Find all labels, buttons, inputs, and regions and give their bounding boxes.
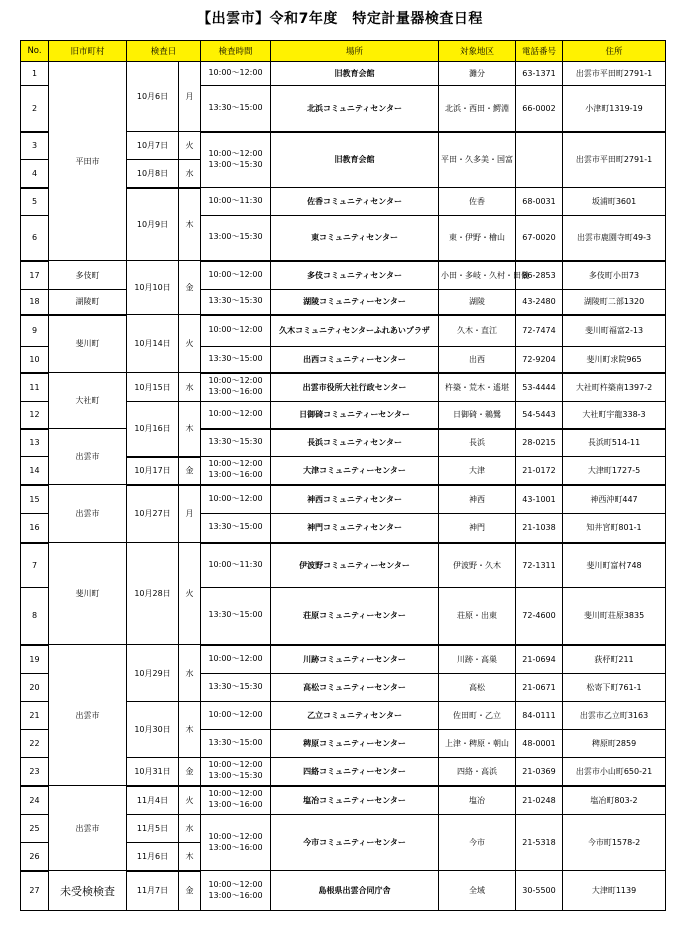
area-cell: 全域 xyxy=(439,871,516,911)
header-phone: 電話番号 xyxy=(516,41,563,62)
area-cell: 今市 xyxy=(439,815,516,871)
phone-cell: 72-1311 xyxy=(516,543,563,588)
place-cell: 多伎コミュニティセンター xyxy=(271,261,439,290)
phone-cell: 48-0001 xyxy=(516,730,563,758)
place-cell: 長浜コミュニティセンター xyxy=(271,429,439,457)
row-no: 11 xyxy=(21,373,49,402)
time-am: 10:00～12:00 xyxy=(208,760,263,770)
date-cell: 10月14日 xyxy=(127,315,179,373)
place-cell: 神西コミュニティセンター xyxy=(271,485,439,514)
table-row xyxy=(21,261,666,290)
area-cell: 杵築・荒木・遙堪 xyxy=(439,373,516,402)
date-cell: 11月4日 xyxy=(127,786,179,815)
area-cell: 大津 xyxy=(439,457,516,485)
place-cell: 大津コミュニティーセンター xyxy=(271,457,439,485)
time-cell: 10:00～12:00 xyxy=(201,485,271,514)
time-cell: 13:30～15:00 xyxy=(201,347,271,373)
time-am: 10:00～12:00 xyxy=(208,376,263,386)
phone-cell: 72-9204 xyxy=(516,347,563,373)
date-cell: 10月15日 xyxy=(127,373,179,402)
address-cell: 大津町1139 xyxy=(563,871,666,911)
header-row xyxy=(21,41,666,62)
phone-cell: 72-7474 xyxy=(516,315,563,347)
place-cell: 北浜コミュニティセンター xyxy=(271,86,439,132)
table-row xyxy=(21,645,666,674)
place-cell: 東コミュニティセンター xyxy=(271,216,439,261)
time-pm: 13:00～16:00 xyxy=(208,470,263,480)
date-cell: 10月7日 xyxy=(127,132,179,160)
time-am: 10:00～12:00 xyxy=(208,459,263,469)
date-cell: 10月28日 xyxy=(127,543,179,645)
dow-cell: 水 xyxy=(179,373,201,402)
row-no: 25 xyxy=(21,815,49,843)
place-cell: 出雲市役所大社行政センター xyxy=(271,373,439,402)
table-row xyxy=(21,871,666,911)
row-no: 21 xyxy=(21,702,49,730)
time-cell xyxy=(201,457,271,485)
address-cell: 斐川町福富2-13 xyxy=(563,315,666,347)
time-pm: 13:00～16:00 xyxy=(208,890,263,900)
dow-cell: 金 xyxy=(179,758,201,786)
area-cell: 神門 xyxy=(439,514,516,543)
table-row xyxy=(21,429,666,457)
municipality-cell: 出雲市 xyxy=(49,786,127,871)
place-cell: 出西コミュニティーセンター xyxy=(271,347,439,373)
row-no: 16 xyxy=(21,514,49,543)
row-no: 19 xyxy=(21,645,49,674)
time-cell: 13:30～15:00 xyxy=(201,730,271,758)
phone-cell: 43-1001 xyxy=(516,485,563,514)
municipality-cell: 斐川町 xyxy=(49,543,127,645)
municipality-cell: 出雲市 xyxy=(49,485,127,543)
date-cell: 10月31日 xyxy=(127,758,179,786)
area-cell: 川跡・高巣 xyxy=(439,645,516,674)
time-am: 10:00～12:00 xyxy=(208,789,263,799)
municipality-cell: 大社町 xyxy=(49,373,127,429)
date-cell: 10月30日 xyxy=(127,702,179,758)
table-row xyxy=(21,62,666,86)
time-cell: 13:30～15:00 xyxy=(201,514,271,543)
time-cell: 13:00～15:30 xyxy=(201,216,271,261)
time-cell: 10:00～12:00 xyxy=(201,261,271,290)
place-cell: 旧教育会館 xyxy=(271,62,439,86)
row-no: 27 xyxy=(21,871,49,911)
phone-cell: 21-5318 xyxy=(516,815,563,871)
phone-cell: 21-0369 xyxy=(516,758,563,786)
header-area: 対象地区 xyxy=(439,41,516,62)
address-cell: 斐川町求院965 xyxy=(563,347,666,373)
area-cell: 四絡・高浜 xyxy=(439,758,516,786)
address-cell: 塩冶町803-2 xyxy=(563,786,666,815)
time-pm: 13:00～15:30 xyxy=(208,771,263,781)
row-no: 6 xyxy=(21,216,49,261)
time-am: 10:00～12:00 xyxy=(208,831,263,841)
time-cell: 10:00～12:00 xyxy=(201,702,271,730)
dow-cell: 金 xyxy=(179,871,201,911)
dow-cell: 木 xyxy=(179,402,201,457)
date-cell: 10月27日 xyxy=(127,485,179,543)
dow-cell: 火 xyxy=(179,315,201,373)
time-pm: 13:00～16:00 xyxy=(208,800,263,810)
row-no: 20 xyxy=(21,674,49,702)
row-no: 14 xyxy=(21,457,49,485)
table-row xyxy=(21,373,666,402)
dow-cell: 火 xyxy=(179,132,201,160)
table-row xyxy=(21,485,666,514)
area-cell: 東・伊野・檜山 xyxy=(439,216,516,261)
municipality-cell: 出雲市 xyxy=(49,645,127,786)
address-cell: 出雲市平田町2791-1 xyxy=(563,62,666,86)
date-cell: 11月6日 xyxy=(127,843,179,871)
phone-cell: 21-0671 xyxy=(516,674,563,702)
date-cell: 10月29日 xyxy=(127,645,179,702)
header-time: 検査時間 xyxy=(201,41,271,62)
phone-cell: 21-0694 xyxy=(516,645,563,674)
dow-cell: 木 xyxy=(179,702,201,758)
row-no: 26 xyxy=(21,843,49,871)
time-cell xyxy=(201,871,271,911)
date-cell: 10月8日 xyxy=(127,160,179,188)
date-cell: 10月16日 xyxy=(127,402,179,457)
municipality-cell: 未受検検査 xyxy=(49,871,127,911)
row-no: 13 xyxy=(21,429,49,457)
phone-cell: 30-5500 xyxy=(516,871,563,911)
date-cell: 11月7日 xyxy=(127,871,179,911)
time-pm: 13:00～16:00 xyxy=(208,387,263,397)
address-cell: 松寄下町761-1 xyxy=(563,674,666,702)
row-no: 10 xyxy=(21,347,49,373)
dow-cell: 月 xyxy=(179,62,201,132)
area-cell: 伊波野・久木 xyxy=(439,543,516,588)
time-cell: 13:30～15:30 xyxy=(201,674,271,702)
address-cell: 出雲市鹿園寺町49-3 xyxy=(563,216,666,261)
area-cell: 佐田町・乙立 xyxy=(439,702,516,730)
row-no: 23 xyxy=(21,758,49,786)
time-cell: 10:00～12:00 xyxy=(201,402,271,429)
area-cell: 出西 xyxy=(439,347,516,373)
row-no: 8 xyxy=(21,588,49,645)
row-no: 15 xyxy=(21,485,49,514)
address-cell: 出雲市小山町650-21 xyxy=(563,758,666,786)
time-cell: 10:00～12:00 xyxy=(201,645,271,674)
area-cell: 高松 xyxy=(439,674,516,702)
phone-cell: 21-0172 xyxy=(516,457,563,485)
place-cell: 荘原コミュニティーセンター xyxy=(271,588,439,645)
address-cell: 出雲市平田町2791-1 xyxy=(563,132,666,188)
time-cell xyxy=(201,132,271,188)
place-cell: 乙立コミュニティセンター xyxy=(271,702,439,730)
address-cell: 知井宮町801-1 xyxy=(563,514,666,543)
page-title: 【出雲市】令和7年度 特定計量器検査日程 xyxy=(197,11,483,27)
place-cell: 塩冶コミュニティーセンター xyxy=(271,786,439,815)
area-cell: 上津・稗原・朝山 xyxy=(439,730,516,758)
header-address: 住所 xyxy=(563,41,666,62)
row-no: 12 xyxy=(21,402,49,429)
phone-cell: 66-0002 xyxy=(516,86,563,132)
time-cell xyxy=(201,373,271,402)
time-cell xyxy=(201,815,271,871)
area-cell: 神西 xyxy=(439,485,516,514)
address-cell: 出雲市乙立町3163 xyxy=(563,702,666,730)
address-cell: 大社町杵築南1397-2 xyxy=(563,373,666,402)
time-cell: 13:30～15:30 xyxy=(201,429,271,457)
phone-cell: 43-2480 xyxy=(516,290,563,315)
place-cell: 佐香コミュニティセンター xyxy=(271,188,439,216)
phone-cell: 63-1371 xyxy=(516,62,563,86)
time-am: 10:00～12:00 xyxy=(208,148,263,158)
place-cell: 伊波野コミュニティーセンター xyxy=(271,543,439,588)
place-cell: 神門コミュニティセンター xyxy=(271,514,439,543)
phone-cell: 28-0215 xyxy=(516,429,563,457)
time-cell: 10:00～11:30 xyxy=(201,188,271,216)
time-cell: 13:30～15:30 xyxy=(201,290,271,315)
dow-cell: 月 xyxy=(179,485,201,543)
address-cell: 斐川町荘原3835 xyxy=(563,588,666,645)
address-cell: 多伎町小田73 xyxy=(563,261,666,290)
place-cell: 稗原コミュニティーセンター xyxy=(271,730,439,758)
table-row xyxy=(21,543,666,588)
place-cell: 島根県出雲合同庁舎 xyxy=(271,871,439,911)
header-no: No. xyxy=(21,41,49,62)
area-cell: 灘分 xyxy=(439,62,516,86)
address-cell: 荻杼町211 xyxy=(563,645,666,674)
dow-cell: 火 xyxy=(179,786,201,815)
address-cell: 斐川町富村748 xyxy=(563,543,666,588)
municipality-cell: 多伎町 xyxy=(49,261,127,290)
time-pm: 13:00～15:30 xyxy=(208,159,263,169)
dow-cell: 火 xyxy=(179,543,201,645)
phone-cell: 86-2853 xyxy=(516,261,563,290)
row-no: 9 xyxy=(21,315,49,347)
area-cell: 長浜 xyxy=(439,429,516,457)
schedule-table xyxy=(20,40,666,911)
address-cell: 大社町宇龍338-3 xyxy=(563,402,666,429)
date-cell: 11月5日 xyxy=(127,815,179,843)
municipality-cell: 湖陵町 xyxy=(49,290,127,315)
area-cell: 平田・久多美・国富 xyxy=(439,132,516,188)
place-cell: 旧教育会館 xyxy=(271,132,439,188)
address-cell: 今市町1578-2 xyxy=(563,815,666,871)
row-no: 17 xyxy=(21,261,49,290)
time-cell: 13:30～15:00 xyxy=(201,86,271,132)
area-cell: 塩冶 xyxy=(439,786,516,815)
phone-cell: 21-0248 xyxy=(516,786,563,815)
date-cell: 10月10日 xyxy=(127,261,179,315)
row-no: 18 xyxy=(21,290,49,315)
row-no: 5 xyxy=(21,188,49,216)
table-row xyxy=(21,786,666,815)
date-cell: 10月17日 xyxy=(127,457,179,485)
address-cell: 小津町1319-19 xyxy=(563,86,666,132)
phone-cell: 54-5443 xyxy=(516,402,563,429)
dow-cell: 木 xyxy=(179,843,201,871)
time-cell xyxy=(201,786,271,815)
address-cell: 神西沖町447 xyxy=(563,485,666,514)
area-cell: 湖陵 xyxy=(439,290,516,315)
dow-cell: 金 xyxy=(179,457,201,485)
address-cell: 稗原町2859 xyxy=(563,730,666,758)
area-cell: 久木・直江 xyxy=(439,315,516,347)
row-no: 4 xyxy=(21,160,49,188)
area-cell: 小田・多岐・久村・田儀 xyxy=(439,261,516,290)
address-cell: 長浜町514-11 xyxy=(563,429,666,457)
date-cell: 10月6日 xyxy=(127,62,179,132)
phone-cell: 21-1038 xyxy=(516,514,563,543)
phone-cell: 53-4444 xyxy=(516,373,563,402)
time-cell: 10:00～12:00 xyxy=(201,62,271,86)
table-row xyxy=(21,315,666,347)
place-cell: 今市コミュニティーセンター xyxy=(271,815,439,871)
dow-cell: 水 xyxy=(179,815,201,843)
header-place: 場所 xyxy=(271,41,439,62)
dow-cell: 金 xyxy=(179,261,201,315)
phone-cell: 84-0111 xyxy=(516,702,563,730)
area-cell: 北浜・西田・鰐淵 xyxy=(439,86,516,132)
place-cell: 四絡コミュニティーセンター xyxy=(271,758,439,786)
row-no: 2 xyxy=(21,86,49,132)
area-cell: 日御碕・鵜鷺 xyxy=(439,402,516,429)
row-no: 22 xyxy=(21,730,49,758)
dow-cell: 木 xyxy=(179,188,201,261)
phone-cell: 67-0020 xyxy=(516,216,563,261)
place-cell: 高松コミュニティーセンター xyxy=(271,674,439,702)
place-cell: 久木コミュニティセンターふれあいプラザ xyxy=(271,315,439,347)
dow-cell: 水 xyxy=(179,645,201,702)
header-municipality: 旧市町村 xyxy=(49,41,127,62)
time-pm: 13:00～16:00 xyxy=(208,842,263,852)
place-cell: 川跡コミュニティーセンター xyxy=(271,645,439,674)
place-cell: 湖陵コミュニティーセンター xyxy=(271,290,439,315)
row-no: 7 xyxy=(21,543,49,588)
time-cell: 13:30～15:00 xyxy=(201,588,271,645)
area-cell: 佐香 xyxy=(439,188,516,216)
date-cell: 10月9日 xyxy=(127,188,179,261)
municipality-cell: 出雲市 xyxy=(49,429,127,485)
address-cell: 湖陵町二部1320 xyxy=(563,290,666,315)
municipality-cell: 平田市 xyxy=(49,62,127,261)
phone-cell: 68-0031 xyxy=(516,188,563,216)
phone-cell xyxy=(516,132,563,188)
place-cell: 日御碕コミュニティーセンター xyxy=(271,402,439,429)
header-date: 検査日 xyxy=(127,41,201,62)
row-no: 24 xyxy=(21,786,49,815)
time-cell: 10:00～12:00 xyxy=(201,315,271,347)
table-row xyxy=(21,290,666,315)
dow-cell: 水 xyxy=(179,160,201,188)
row-no: 1 xyxy=(21,62,49,86)
row-no: 3 xyxy=(21,132,49,160)
phone-cell: 72-4600 xyxy=(516,588,563,645)
municipality-cell: 斐川町 xyxy=(49,315,127,373)
address-cell: 大津町1727-5 xyxy=(563,457,666,485)
time-am: 10:00～12:00 xyxy=(208,879,263,889)
time-cell: 10:00～11:30 xyxy=(201,543,271,588)
area-cell: 荘原・出東 xyxy=(439,588,516,645)
address-cell: 坂浦町3601 xyxy=(563,188,666,216)
time-cell xyxy=(201,758,271,786)
